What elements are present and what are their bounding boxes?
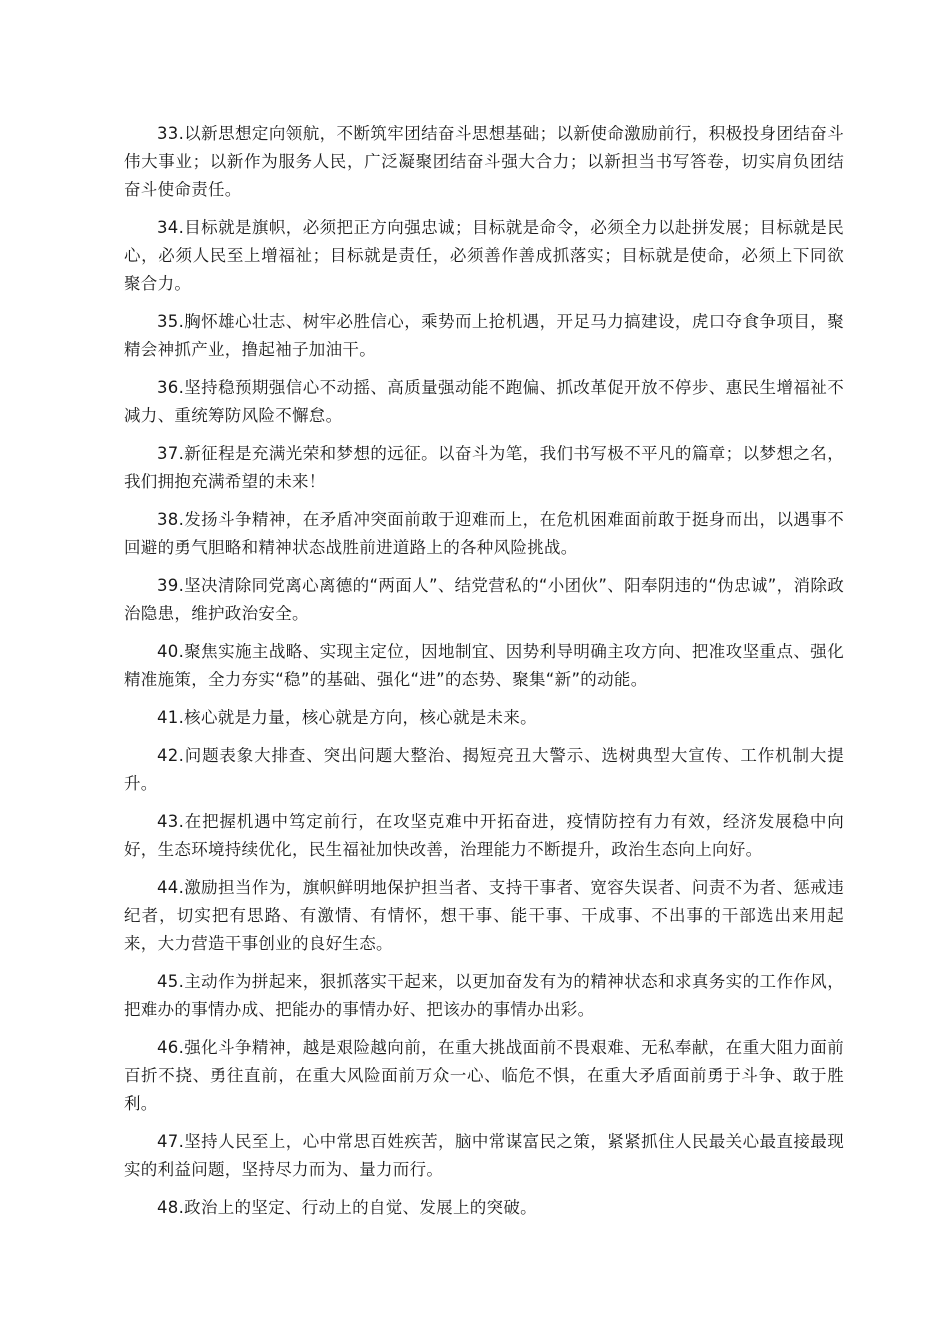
paragraph-34: 34.目标就是旗帜，必须把正方向强忠诚；目标就是命令，必须全力以赴拼发展；目标就是民心，必须人民至上增福祉；目标就是责任，必须善作善成抓落实；目标就是使命，必须上下同欲聚合力。	[124, 218, 844, 293]
paragraph-38: 38.发扬斗争精神，在矛盾冲突面前敢于迎难而上，在危机困难面前敢于挺身而出，以遇事不回避的勇气胆略和精神状态战胜前进道路上的各种风险挑战。	[124, 510, 844, 557]
document-body	[124, 120, 844, 1232]
paragraph-41: 41.核心就是力量，核心就是方向，核心就是未来。	[157, 708, 537, 727]
paragraph-37: 37.新征程是充满光荣和梦想的远征。以奋斗为笔，我们书写极不平凡的篇章；以梦想之名，我们拥抱充满希望的未来！	[124, 444, 844, 491]
paragraph-48: 48.政治上的坚定、行动上的自觉、发展上的突破。	[157, 1198, 537, 1217]
paragraph-44: 44.激励担当作为，旗帜鲜明地保护担当者、支持干事者、宽容失误者、问责不为者、惩戒违纪者，切实把有思路、有激情、有情怀，想干事、能干事、干成事、不出事的干部选出来用起来，大力营造干事创业的良好生态。	[124, 878, 844, 953]
paragraph-47: 47.坚持人民至上，心中常思百姓疾苦，脑中常谋富民之策，紧紧抓住人民最关心最直接最现实的利益问题，坚持尽力而为、量力而行。	[124, 1132, 844, 1179]
paragraph-42: 42.问题表象大排查、突出问题大整治、揭短亮丑大警示、选树典型大宣传、工作机制大提升。	[124, 746, 844, 793]
paragraph-40: 40.聚焦实施主战略、实现主定位，因地制宜、因势利导明确主攻方向、把准攻坚重点、强化精准施策，全力夯实“稳”的基础、强化“进”的态势、聚集“新”的动能。	[124, 642, 844, 689]
paragraph-45: 45.主动作为拼起来，狠抓落实干起来，以更加奋发有为的精神状态和求真务实的工作作风，把难办的事情办成、把能办的事情办好、把该办的事情办出彩。	[124, 972, 844, 1019]
paragraph-33: 33.以新思想定向领航，不断筑牢团结奋斗思想基础；以新使命激励前行，积极投身团结奋斗伟大事业；以新作为服务人民，广泛凝聚团结奋斗强大合力；以新担当书写答卷，切实肩负团结奋斗使命责任。	[124, 124, 844, 199]
paragraph-35: 35.胸怀雄心壮志、树牢必胜信心，乘势而上抢机遇，开足马力搞建设，虎口夺食争项目，聚精会神抓产业，撸起袖子加油干。	[124, 312, 844, 359]
paragraph-46: 46.强化斗争精神，越是艰险越向前，在重大挑战面前不畏艰难、无私奉献，在重大阻力面前百折不挠、勇往直前，在重大风险面前万众一心、临危不惧，在重大矛盾面前勇于斗争、敢于胜利。	[124, 1038, 844, 1113]
paragraph-36: 36.坚持稳预期强信心不动摇、高质量强动能不跑偏、抓改革促开放不停步、惠民生增福祉不减力、重统筹防风险不懈怠。	[124, 378, 844, 425]
paragraph-43: 43.在把握机遇中笃定前行，在攻坚克难中开拓奋进，疫情防控有力有效，经济发展稳中向好，生态环境持续优化，民生福祉加快改善，治理能力不断提升，政治生态向上向好。	[124, 812, 844, 859]
paragraph-39: 39.坚决清除同党离心离德的“两面人”、结党营私的“小团伙”、阳奉阴违的“伪忠诚”，消除政治隐患，维护政治安全。	[124, 576, 844, 623]
